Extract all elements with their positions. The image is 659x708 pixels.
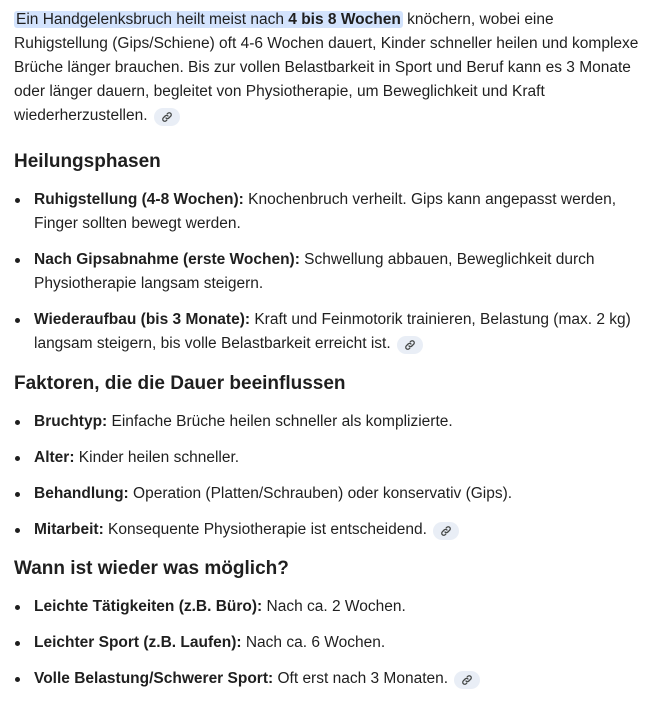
link-icon [161, 111, 173, 123]
intro-paragraph [14, 8, 649, 128]
list-item [14, 446, 649, 470]
list-item-text: Schwellung abbauen, Beweglichkeit durch Physiotherapie langsam steigern. [34, 251, 595, 292]
list-faktoren [14, 410, 649, 542]
list-item-label: Leichte Tätigkeiten (z.B. Büro): [34, 598, 263, 615]
list-item-label: Bruchtyp: [34, 413, 108, 430]
link-icon [461, 674, 473, 686]
list-wann [14, 595, 649, 691]
source-link-button[interactable] [397, 336, 423, 354]
link-icon [440, 525, 452, 537]
list-item [14, 410, 649, 434]
list-item-text: Nach ca. 2 Wochen. [262, 598, 406, 615]
list-item-label: Ruhigstellung (4-8 Wochen): [34, 191, 244, 208]
list-item-text: Einfache Brüche heilen schneller als komplizierte. [107, 413, 453, 430]
list-item-label: Volle Belastung/Schwerer Sport: [34, 670, 274, 687]
list-item [14, 188, 649, 236]
list-item-text: Kinder heilen schneller. [74, 449, 240, 466]
list-item [14, 248, 649, 296]
list-item [14, 482, 649, 506]
list-item-label: Behandlung: [34, 485, 129, 502]
source-link-button[interactable] [433, 522, 459, 540]
intro-rest-text: knöchern, wobei eine Ruhigstellung (Gips/Schiene) oft 4-6 Wochen dauert, Kinder schneller heilen und komplexe Brüche länger brauchen. Bis zur vollen Belastbarkeit in Sport und Beruf kann es 3 Monate oder länger dauern, begleitet von Physiotherapie, um Beweglichkeit und Kraft wiederherzustellen. [14, 11, 639, 124]
list-item [14, 667, 649, 691]
list-item-text: Operation (Platten/Schrauben) oder konservativ (Gips). [128, 485, 513, 502]
section-title-wann: Wann ist wieder was möglich? [14, 558, 289, 579]
intro-highlight [14, 11, 403, 28]
list-item [14, 631, 649, 655]
list-item-label: Leichter Sport (z.B. Laufen): [34, 634, 242, 651]
section-title-heilungsphasen: Heilungsphasen [14, 151, 161, 172]
section-title-faktoren: Faktoren, die die Dauer beeinflussen [14, 373, 346, 394]
list-heilungsphasen [14, 188, 649, 356]
intro-highlight-text: Ein Handgelenksbruch heilt meist nach [16, 11, 289, 28]
list-item [14, 595, 649, 619]
link-icon [404, 339, 416, 351]
list-item-label: Mitarbeit: [34, 521, 104, 538]
source-link-button[interactable] [154, 108, 180, 126]
intro-highlight-bold: 4 bis 8 Wochen [288, 11, 401, 28]
list-item-text: Konsequente Physiotherapie ist entscheidend. [103, 521, 427, 538]
list-item [14, 518, 649, 542]
list-item-label: Nach Gipsabnahme (erste Wochen): [34, 251, 300, 268]
list-item [14, 308, 649, 356]
list-item-text: Knochenbruch verheilt. Gips kann angepasst werden, Finger sollten bewegt werden. [34, 191, 617, 232]
list-item-text: Kraft und Feinmotorik trainieren, Belastung (max. 2 kg) langsam steigern, bis volle Belastbarkeit erreicht ist. [34, 311, 631, 352]
list-item-label: Wiederaufbau (bis 3 Monate): [34, 311, 251, 328]
list-item-text: Oft erst nach 3 Monaten. [273, 670, 449, 687]
source-link-button[interactable] [454, 671, 480, 689]
list-item-text: Nach ca. 6 Wochen. [241, 634, 386, 651]
list-item-label: Alter: [34, 449, 75, 466]
